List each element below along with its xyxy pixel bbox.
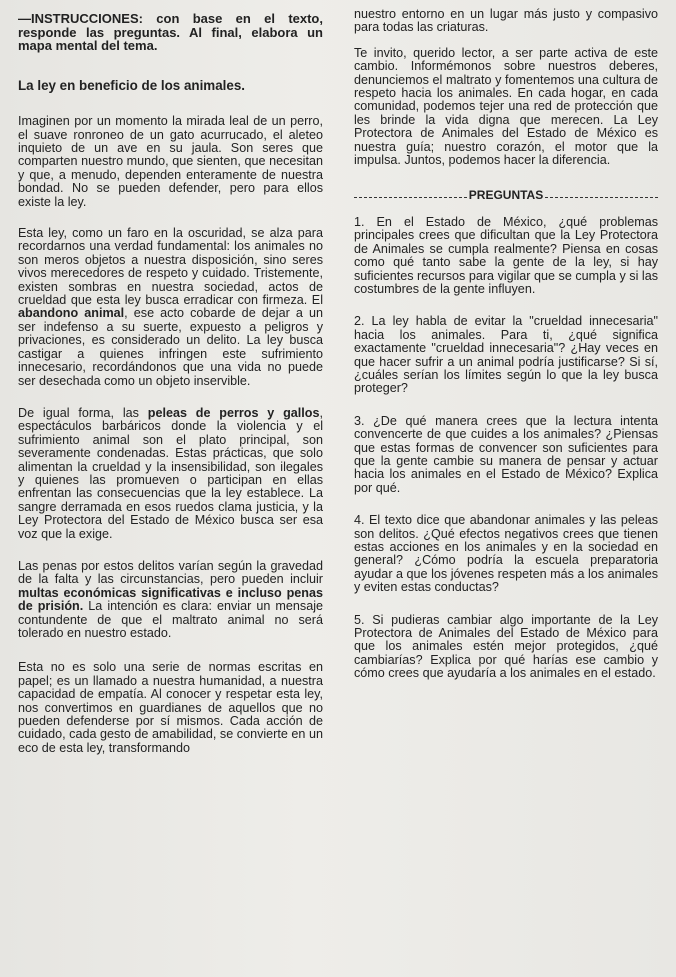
question-1: 1. En el Estado de México, ¿qué problemas principales crees que dificultan que la Ley Protectora de Animales se cumpla realmente? Piensa en cosas como qué tanto sabe la gente de la ley, si hay suficientes recursos para vigilar que se cumpla y si las costumbres de la gente influyen. — [354, 214, 658, 296]
right-column — [354, 0, 658, 681]
paragraph-penas-bold: multas económicas significativas e incluso penas de prisión. — [18, 585, 323, 614]
question-4: 4. El texto dice que abandonar animales y las peleas son delitos. ¿Qué efectos negativos crees que tienen estas acciones en los animales y en la sociedad en general? ¿Cómo podría la escuela preparatoria ayudar a que los jóvenes respeten más a los animales y eviten estas conductas? — [354, 513, 658, 595]
paragraph-llamado: Esta no es solo una serie de normas escritas en papel; es un llamado a nuestra humanidad, a nuestra capacidad de empatía. Al conocer y respetar esta ley, nos convertimos en guardianes de aquellos que no pueden defenderse por sí mismos. Cada acción de cuidado, cada gesto de amabilidad, se convierte en un eco de esta ley, transformando — [18, 660, 323, 755]
question-5: 5. Si pudieras cambiar algo importante de la Ley Protectora de Animales del Estado de México para que los animales estén mejor protegidos, ¿qué cambiarías? Explica por qué harías ese cambio y cómo crees que ayudaría a los animales en el estado. — [354, 612, 658, 681]
paragraph-abandono-c: , ese acto cobarde de dejar a un ser indefenso a su suerte, expuesto a peligros y privaciones, es considerado un delito. La ley busca castigar a quienes infringen este sufrimiento innecesario, recordándonos que una vida no puede ser desechada como un objeto inservible. — [18, 306, 324, 388]
divider-right — [545, 197, 658, 198]
paragraph-invitacion: Te invito, querido lector, a ser parte activa de este cambio. Informémonos sobre nuestros deberes, denunciemos el maltrato y fomentemos una cultura de respeto hacia los animales. En cada hogar, en cada comunidad, podemos tejer una red de protección que les brinde la vida digna que merecen. La Ley Protectora de Animales del Estado de México es nuestra guía; nuestro corazón, el motor que la impulsa. Juntos, podemos hacer la diferencia. — [354, 45, 658, 168]
paragraph-abandono — [18, 227, 323, 388]
paragraph-abandono-a: Esta ley, como un faro en la oscuridad, se alza para recordarnos una verdad fundamental: los animales no son meros objetos a nuestra disposición, sino seres vivos merecedores de respeto y cuidado. Tristemente, existen sombras en nuestra sociedad, actos de crueldad que esta ley busca erradicar con firmeza. El — [18, 226, 323, 308]
preguntas-heading — [354, 189, 658, 202]
paragraph-penas-c: La intención es clara: enviar un mensaje contundente de que el maltrato animal no será tolerado en nuestro estado. — [18, 599, 323, 640]
paragraph-abandono-bold: abandono animal — [18, 306, 125, 321]
divider-left — [354, 197, 467, 198]
paragraph-intro: Imaginen por un momento la mirada leal de un perro, el suave ronroneo de un gato acurrucado, el aleteo inquieto de un ave en su jaula. Son seres que comparten nuestro mundo, que sienten, que necesitan y que, a menudo, dependen enteramente de nuestra bondad. No se pueden defender, pero para ellos existe la ley. — [18, 114, 323, 209]
paragraph-peleas — [18, 407, 323, 541]
left-column — [18, 0, 323, 755]
paragraph-peleas-a: De igual forma, las — [18, 405, 148, 420]
paragraph-continuation: nuestro entorno en un lugar más justo y compasivo para todas las criaturas. — [354, 7, 658, 35]
article-title: La ley en beneficio de los animales. — [18, 77, 245, 93]
instructions-text: con base en el texto, responde las preguntas. Al final, elabora un mapa mental del tema. — [18, 11, 323, 54]
question-3: 3. ¿De qué manera crees que la lectura intenta convencerte de que cuides a los animales? ¿Piensas que estas formas de convencer son suficientes para que la gente cambie su manera de pensar y actuar hacia los animales en el Estado de México? Explica por qué. — [354, 413, 658, 495]
paragraph-penas — [18, 560, 323, 640]
paragraph-penas-a: Las penas por estos delitos varían según la gravedad de la falta y las circunstancias, pero pueden incluir — [18, 558, 323, 587]
paragraph-peleas-bold: peleas de perros y gallos — [147, 405, 320, 420]
paragraph-peleas-c: , espectáculos barbáricos donde la violencia y el sufrimiento animal son el plato principal, son severamente condenadas. Estas prácticas, que solo alimentan la crueldad y la insensibilidad, son ilegales y quienes las promueven o participan en ellas enfrentan las consecuencias que la ley establece. La sangre derramada en esos ruedos clama justicia, y la Ley Protectora del Estado de México busca ser esa voz que la exige. — [18, 405, 323, 541]
instructions — [18, 12, 323, 53]
question-2: 2. La ley habla de evitar la "crueldad innecesaria" hacia los animales. Para ti, ¿qué significa exactamente "crueldad innecesaria"? ¿Hay veces en que hacer sufrir a un animal podría justificarse? Si sí, ¿cuáles serían los límites según lo que la ley busca proteger? — [354, 314, 658, 396]
preguntas-title: PREGUNTAS — [468, 188, 544, 203]
instructions-lead: —INSTRUCCIONES: — [18, 11, 143, 26]
